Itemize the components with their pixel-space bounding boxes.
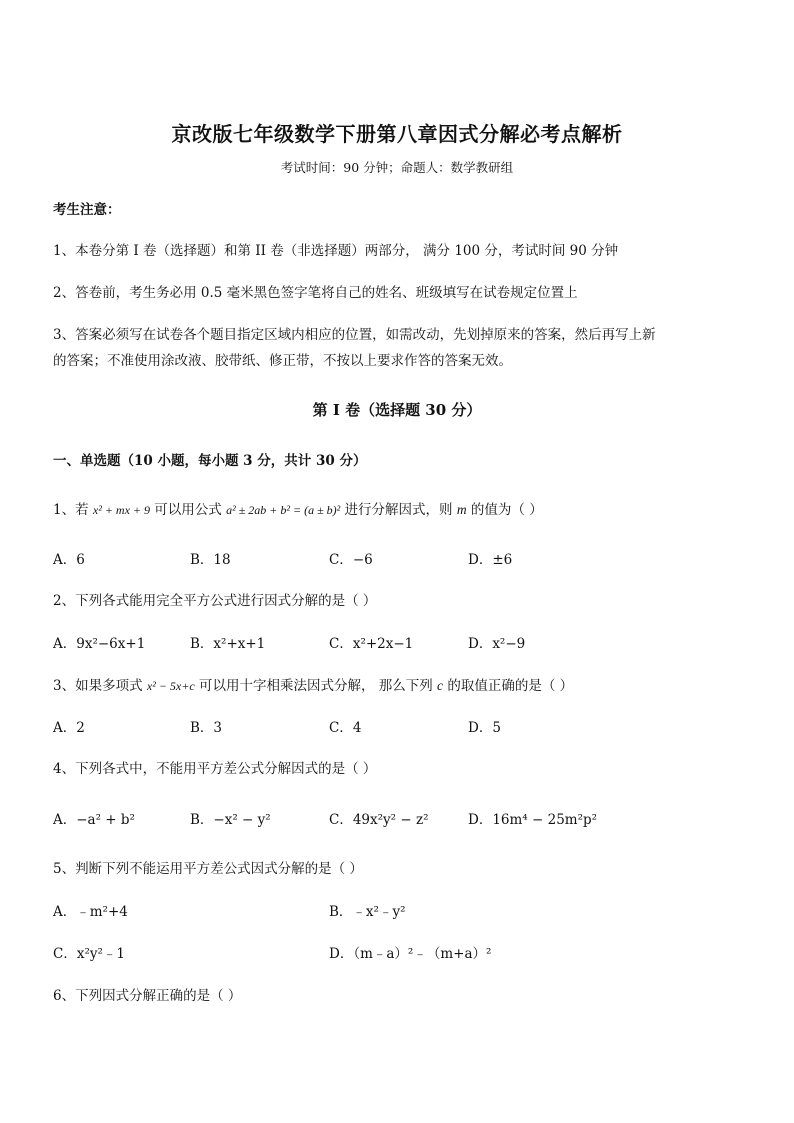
q4-option-c[interactable]: C．49x²y² − z² [329, 812, 429, 828]
section-title: 第 I 卷（选择题 30 分） [312, 401, 482, 419]
q4-option-d[interactable]: D．16m⁴ − 25m²p² [468, 812, 598, 828]
notice-heading: 考生注意： [53, 202, 121, 218]
notice-item-3-cont: 的答案；不准使用涂改液、胶带纸、修正带，不按以上要求作答的答案无效。 [53, 353, 512, 369]
q5-option-c[interactable]: C．x²y²﹣1 [53, 946, 125, 962]
notice-item-3: 3、答案必须写在试卷各个题目指定区域内相应的位置，如需改动，先划掉原来的答案，然后再写上新 [53, 327, 656, 343]
q1-variable: m [456, 502, 467, 517]
q4-option-a[interactable]: A．−a² + b² [53, 812, 135, 828]
question-4: 4、下列各式中，不能用平方差公式分解因式的是（ ） [53, 761, 377, 777]
exam-subtitle: 考试时间：90 分钟；命题人：数学教研组 [280, 160, 514, 175]
q2-option-d[interactable]: D．x²−9 [468, 636, 526, 652]
q2-option-c[interactable]: C．x²+2x−1 [329, 636, 414, 652]
q1-option-c[interactable]: C．−6 [329, 552, 373, 568]
q5-option-d[interactable]: D．（m﹣a）²﹣（m+a）² [329, 946, 492, 962]
q1-suffix: 的值为（ ） [466, 502, 543, 518]
q2-option-a[interactable]: A．9x²−6x+1 [53, 636, 146, 652]
q1-mid: 可以用公式 [150, 502, 227, 518]
q1-option-a[interactable]: A．6 [53, 552, 85, 568]
q1-option-d[interactable]: D．±6 [468, 552, 513, 568]
q1-mid2: 进行分解因式，则 [340, 502, 457, 518]
question-6: 6、下列因式分解正确的是（ ） [53, 988, 242, 1004]
q3-mid: 可以用十字相乘法因式分解， 那么下列 [194, 678, 438, 694]
q3-option-d[interactable]: D．5 [468, 720, 501, 736]
q5-option-b[interactable]: B．﹣x²﹣y² [329, 904, 406, 920]
q2-option-b[interactable]: B．x²+x+1 [190, 636, 266, 652]
q1-option-b[interactable]: B．18 [190, 552, 231, 568]
q3-expression: x² − 5x+c [146, 679, 195, 693]
part-title: 一、单选题（10 小题，每小题 3 分，共计 30 分） [53, 453, 367, 469]
q3-suffix: 的取值正确的是（ ） [443, 678, 574, 694]
q3-option-b[interactable]: B．3 [190, 720, 223, 736]
q1-prefix: 1、若 [53, 502, 93, 518]
notice-item-1: 1、本卷分第 I 卷（选择题）和第 II 卷（非选择题）两部分， 满分 100 分，考试时间 90 分钟 [53, 243, 619, 259]
q3-option-c[interactable]: C．4 [329, 720, 362, 736]
q1-expression: x² + mx + 9 [92, 503, 151, 517]
question-2: 2、下列各式能用完全平方公式进行因式分解的是（ ） [53, 593, 377, 609]
q3-variable: c [437, 678, 444, 693]
q4-option-b[interactable]: B．−x² − y² [190, 812, 271, 828]
page-title: 京改版七年级数学下册第八章因式分解必考点解析 [171, 122, 623, 146]
question-5: 5、判断下列不能运用平方差公式因式分解的是（ ） [53, 861, 363, 877]
question-1 [53, 501, 543, 519]
q5-option-a[interactable]: A．﹣m²+4 [53, 904, 128, 920]
q3-prefix: 3、如果多项式 [53, 678, 147, 694]
notice-item-2: 2、答卷前，考生务必用 0.5 毫米黑色签字笔将自己的姓名、班级填写在试卷规定位置上 [53, 285, 578, 301]
q1-formula: a² ± 2ab + b² = (a ± b)² [226, 503, 341, 517]
q3-option-a[interactable]: A．2 [53, 720, 85, 736]
question-3 [53, 677, 573, 695]
